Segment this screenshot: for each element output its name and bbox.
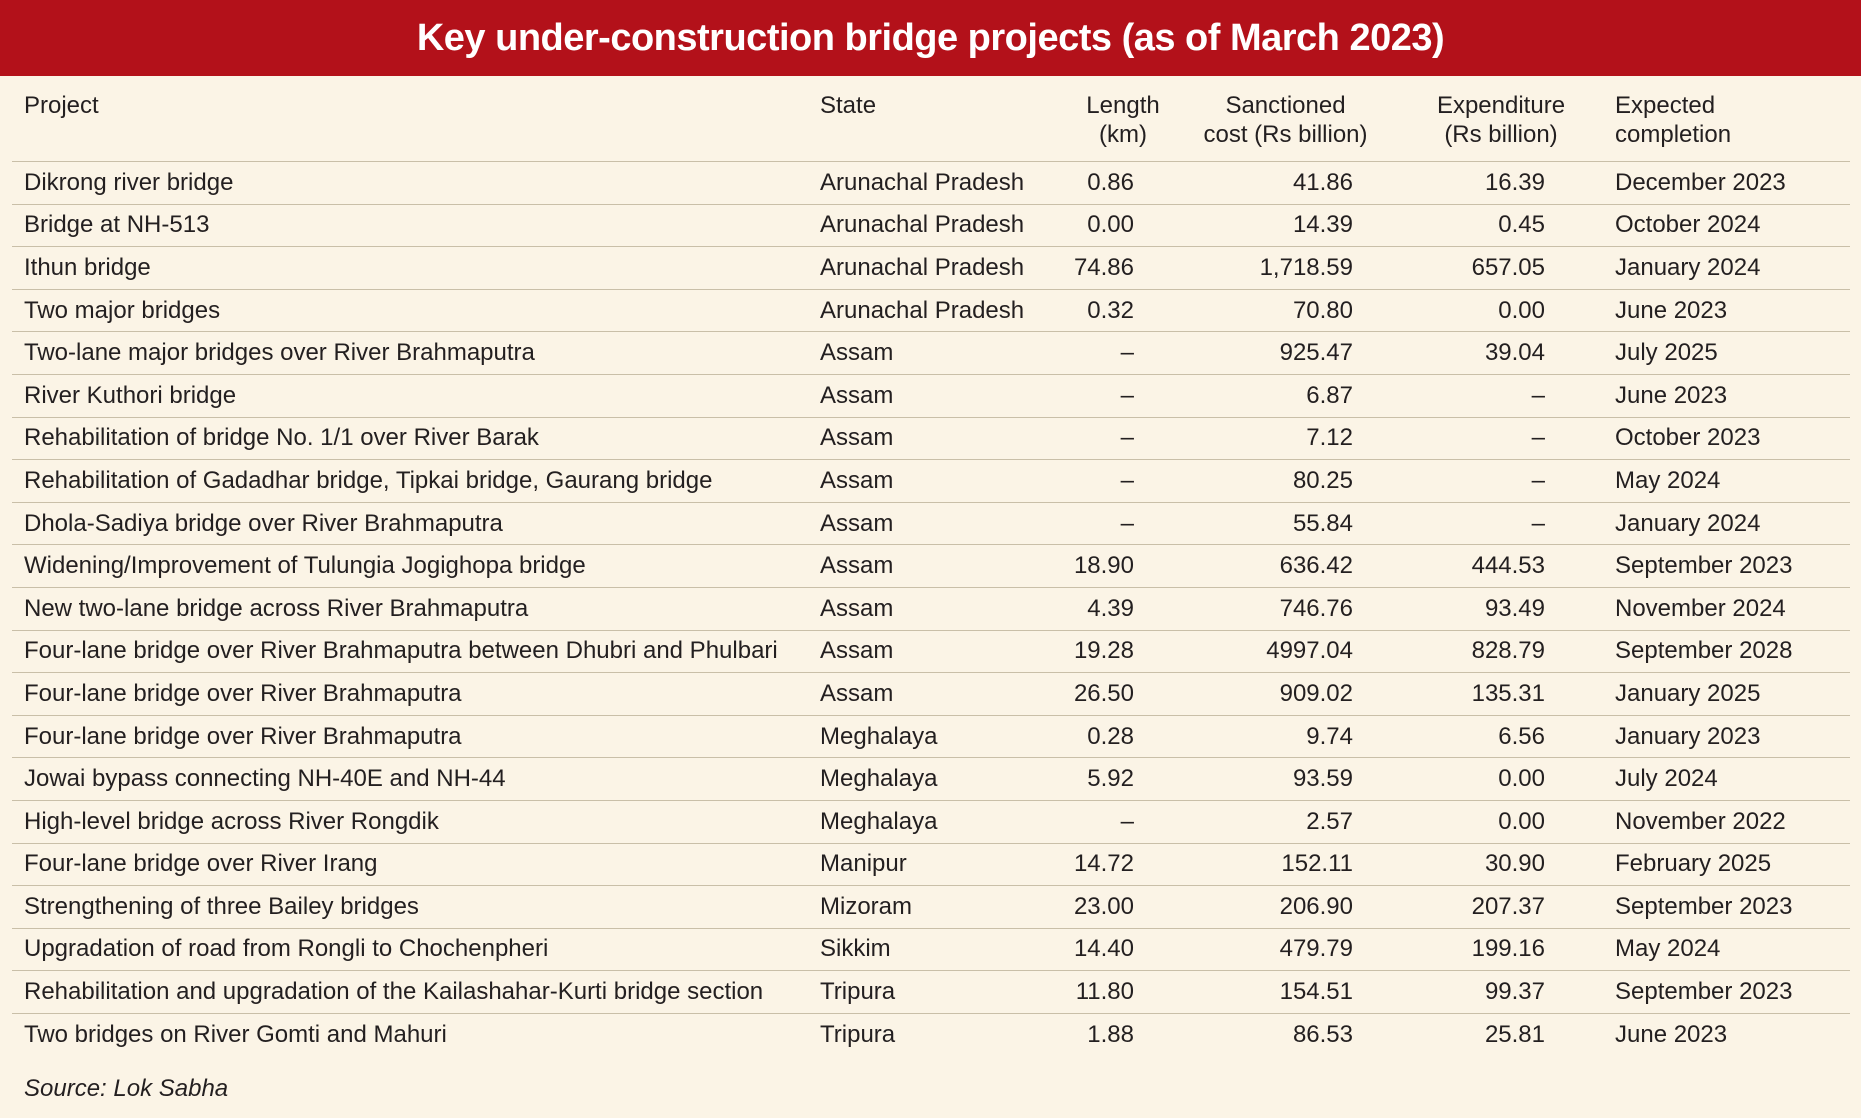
cell-sanctioned-cost: 1,718.59 [1170,247,1401,290]
table-row [12,247,1850,290]
cell-sanctioned-cost: 4997.04 [1170,630,1401,673]
cell-project: Dhola-Sadiya bridge over River Brahmaputra [12,502,812,545]
cell-expected-completion: November 2022 [1601,800,1850,843]
table-row [12,673,1850,716]
table-row [12,417,1850,460]
table-row [12,545,1850,588]
cell-state: Manipur [812,843,1062,886]
cell-length: – [1062,417,1170,460]
cell-length: 23.00 [1062,886,1170,929]
cell-length: 0.32 [1062,289,1170,332]
cell-expenditure: 39.04 [1401,332,1601,375]
cell-expected-completion: July 2025 [1601,332,1850,375]
table-row [12,800,1850,843]
bridge-projects-table [12,83,1850,1055]
cell-length: 14.40 [1062,928,1170,971]
cell-state: Sikkim [812,928,1062,971]
cell-project: New two-lane bridge across River Brahmaputra [12,587,812,630]
cell-expected-completion: June 2023 [1615,1020,1728,1048]
cell-sanctioned-cost: 80.25 [1170,460,1401,503]
table-row [12,502,1850,545]
cell-expenditure: – [1401,417,1601,460]
cell-length: 14.72 [1062,843,1170,886]
cell-state: Tripura [812,971,1062,1014]
cell-expected-completion: September 2023 [1601,545,1850,588]
cell-state: Arunachal Pradesh [812,289,1062,332]
cell-state: Arunachal Pradesh [812,247,1062,290]
cell-expenditure: 16.39 [1401,162,1601,205]
cell-project: Dikrong river bridge [12,162,812,205]
cell-sanctioned-cost: 479.79 [1170,928,1401,971]
header-state: State [812,83,1062,162]
cell-project: Jowai bypass connecting NH-40E and NH-44 [12,758,812,801]
table-header-row [12,83,1850,162]
cell-expected-completion: January 2023 [1601,715,1850,758]
table-row [12,843,1850,886]
cell-state: Assam [812,630,1062,673]
cell-project: Rehabilitation and upgradation of the Kailashahar-Kurti bridge section [12,971,812,1014]
cell-length: – [1062,800,1170,843]
cell-project: Two major bridges [12,289,812,332]
cell-state: Assam [812,587,1062,630]
cell-length: 74.86 [1062,247,1170,290]
cell-length: – [1062,374,1170,417]
cell-sanctioned-cost: 14.39 [1170,204,1401,247]
cell-sanctioned-cost: 909.02 [1170,673,1401,716]
cell-expenditure: 0.45 [1401,204,1601,247]
cell-length: 26.50 [1062,673,1170,716]
cell-expenditure: – [1401,374,1601,417]
cell-project: Ithun bridge [12,247,812,290]
cell-sanctioned-cost: 86.53 [1292,1020,1353,1048]
cell-expenditure: – [1401,460,1601,503]
cell-expenditure: 828.79 [1401,630,1601,673]
cell-expected-completion: February 2025 [1601,843,1850,886]
cell-expenditure: 199.16 [1401,928,1601,971]
header-expenditure: Expenditure (Rs billion) [1401,83,1601,162]
table-row [12,460,1850,503]
table-row [12,630,1850,673]
cell-length: – [1062,332,1170,375]
table-row [12,715,1850,758]
cell-project: Rehabilitation of Gadadhar bridge, Tipkai bridge, Gaurang bridge [12,460,812,503]
cell-project: Two-lane major bridges over River Brahmaputra [12,332,812,375]
cell-length: 19.28 [1062,630,1170,673]
cell-length: 11.80 [1062,971,1170,1014]
cell-expenditure: 30.90 [1401,843,1601,886]
cell-sanctioned-cost: 7.12 [1170,417,1401,460]
cell-length: 18.90 [1062,545,1170,588]
cell-project: Rehabilitation of bridge No. 1/1 over River Barak [12,417,812,460]
cell-state: Tripura [820,1020,896,1048]
cell-state: Assam [812,673,1062,716]
cell-state: Assam [812,545,1062,588]
cell-project: Four-lane bridge over River Brahmaputra [12,715,812,758]
cell-expected-completion: December 2023 [1601,162,1850,205]
cell-expenditure: 0.00 [1401,289,1601,332]
cell-expenditure: 0.00 [1401,800,1601,843]
source-note: Source: Lok Sabha [24,1075,229,1102]
cell-expenditure: 207.37 [1401,886,1601,929]
cell-state: Arunachal Pradesh [812,204,1062,247]
cell-length: – [1062,460,1170,503]
cell-project: Bridge at NH-513 [12,204,812,247]
cell-length: 0.00 [1062,204,1170,247]
cell-expenditure: 0.00 [1401,758,1601,801]
cell-expenditure: 25.81 [1484,1020,1545,1048]
table-row [12,204,1850,247]
cell-length: 1.88 [1087,1020,1134,1048]
cell-expenditure: – [1401,502,1601,545]
cell-sanctioned-cost: 93.59 [1170,758,1401,801]
cell-project: Strengthening of three Bailey bridges [12,886,812,929]
cell-project: Upgradation of road from Rongli to Chochenpheri [12,928,812,971]
cell-sanctioned-cost: 9.74 [1170,715,1401,758]
header-sanctioned-cost: Sanctioned cost (Rs billion) [1170,83,1401,162]
table-row [12,162,1850,205]
cell-state: Meghalaya [812,715,1062,758]
cell-project: River Kuthori bridge [12,374,812,417]
cell-expected-completion: September 2023 [1601,886,1850,929]
cell-sanctioned-cost: 154.51 [1170,971,1401,1014]
table-row [12,758,1850,801]
cell-length: 0.28 [1062,715,1170,758]
cell-project: Two bridges on River Gomti and Mahuri [24,1020,447,1048]
cell-sanctioned-cost: 55.84 [1170,502,1401,545]
cell-expenditure: 444.53 [1401,545,1601,588]
cell-sanctioned-cost: 152.11 [1170,843,1401,886]
cell-expected-completion: June 2023 [1601,374,1850,417]
cell-expenditure: 6.56 [1401,715,1601,758]
cell-state: Assam [812,332,1062,375]
header-project: Project [12,83,812,162]
cell-expected-completion: July 2024 [1601,758,1850,801]
cell-expenditure: 99.37 [1401,971,1601,1014]
cell-state: Assam [812,502,1062,545]
cell-state: Assam [812,460,1062,503]
cell-expected-completion: October 2023 [1601,417,1850,460]
table-row [12,374,1850,417]
cell-sanctioned-cost: 206.90 [1170,886,1401,929]
cell-project: Four-lane bridge over River Brahmaputra between Dhubri and Phulbari [12,630,812,673]
cell-state: Arunachal Pradesh [812,162,1062,205]
cell-state: Meghalaya [812,758,1062,801]
cell-state: Mizoram [812,886,1062,929]
cell-expected-completion: September 2023 [1601,971,1850,1014]
table-row [12,971,1850,1014]
cell-sanctioned-cost: 925.47 [1170,332,1401,375]
table-row [12,332,1850,375]
cell-expected-completion: October 2024 [1601,204,1850,247]
cell-project: Widening/Improvement of Tulungia Jogighopa bridge [12,545,812,588]
cell-expected-completion: May 2024 [1601,460,1850,503]
header-length: Length (km) [1062,83,1170,162]
cell-state: Assam [812,417,1062,460]
cell-expected-completion: September 2028 [1601,630,1850,673]
table-body [12,162,1850,1056]
table-row [12,587,1850,630]
table-title: Key under-construction bridge projects (as of March 2023) [416,16,1445,59]
table-row [12,289,1850,332]
cell-sanctioned-cost: 636.42 [1170,545,1401,588]
table-row [12,886,1850,929]
cell-length: 0.86 [1062,162,1170,205]
cell-state: Assam [812,374,1062,417]
cell-expected-completion: June 2023 [1601,289,1850,332]
cell-expected-completion: January 2025 [1601,673,1850,716]
cell-expected-completion: May 2024 [1601,928,1850,971]
cell-length: – [1062,502,1170,545]
title-bar [0,0,1861,76]
cell-expected-completion: January 2024 [1601,247,1850,290]
cell-expected-completion: November 2024 [1601,587,1850,630]
table-row [12,928,1850,971]
cell-sanctioned-cost: 41.86 [1170,162,1401,205]
cell-project: High-level bridge across River Rongdik [12,800,812,843]
table-row [12,1013,1850,1055]
header-expected-completion: Expected completion [1601,83,1850,162]
cell-expected-completion: January 2024 [1601,502,1850,545]
cell-sanctioned-cost: 70.80 [1170,289,1401,332]
cell-sanctioned-cost: 746.76 [1170,587,1401,630]
cell-expenditure: 93.49 [1401,587,1601,630]
cell-project: Four-lane bridge over River Irang [12,843,812,886]
cell-expenditure: 135.31 [1401,673,1601,716]
cell-project: Four-lane bridge over River Brahmaputra [12,673,812,716]
cell-length: 4.39 [1062,587,1170,630]
cell-state: Meghalaya [812,800,1062,843]
cell-expenditure: 657.05 [1401,247,1601,290]
cell-length: 5.92 [1062,758,1170,801]
cell-sanctioned-cost: 6.87 [1170,374,1401,417]
cell-sanctioned-cost: 2.57 [1170,800,1401,843]
